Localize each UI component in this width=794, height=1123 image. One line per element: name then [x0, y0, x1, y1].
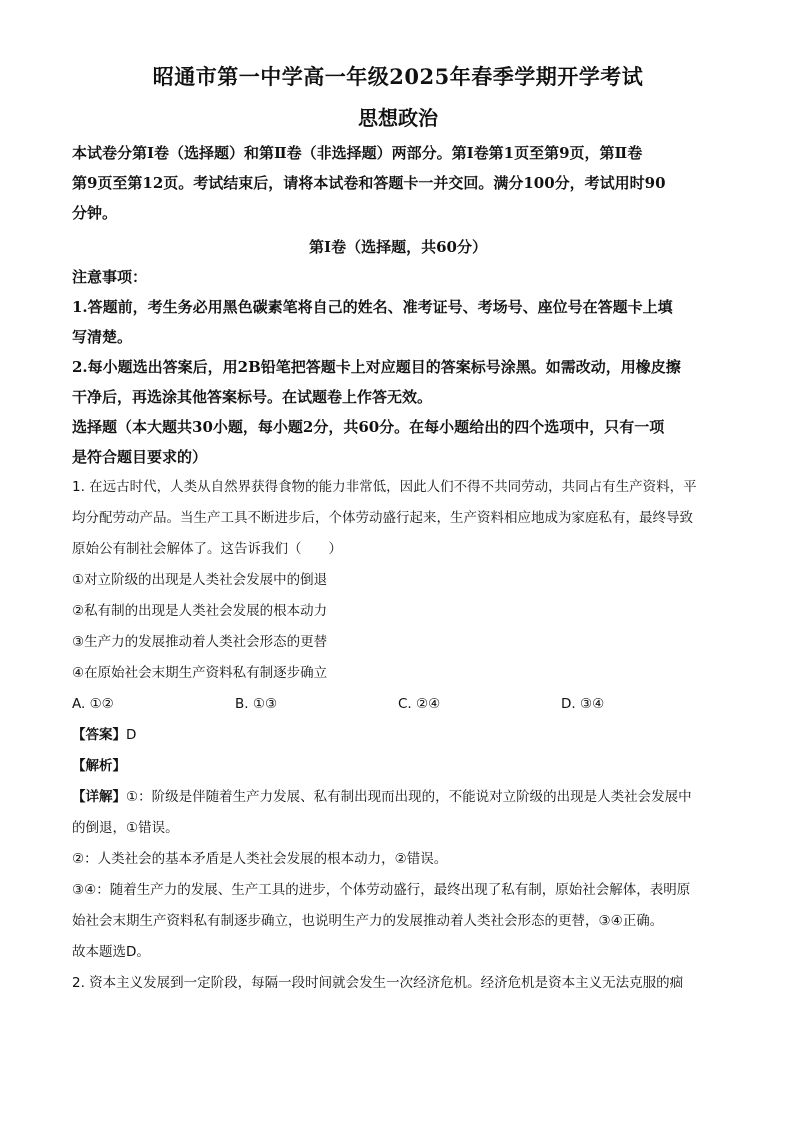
notes-heading: 注意事项： — [72, 268, 148, 286]
exam-page — [72, 62, 724, 999]
answer-line — [72, 720, 724, 751]
notes-line: 2.每小题选出答案后，用2B铅笔把答题卡上对应题目的答案标号涂黑。如需改动，用橡皮擦 — [72, 358, 681, 376]
option-c: C. ②④ — [398, 696, 441, 712]
intro-line: 分钟。 — [72, 204, 118, 222]
intro-block — [72, 138, 724, 228]
options-row — [72, 689, 724, 720]
statement: ②私有制的出现是人类社会发展的根本动力 — [72, 603, 328, 619]
mc-intro-line: 选择题（本大题共30小题，每小题2分，共60分。在每小题给出的四个选项中，只有一项 — [72, 418, 665, 436]
detail-line: 的倒退，①错误。 — [72, 820, 179, 836]
statement: ③生产力的发展推动着人类社会形态的更替 — [72, 634, 328, 650]
option-b: B. ①③ — [235, 696, 278, 712]
intro-line: 本试卷分第Ⅰ卷（选择题）和第Ⅱ卷（非选择题）两部分。第Ⅰ卷第1页至第9页，第Ⅱ卷 — [72, 144, 643, 162]
detail-line: 故本题选D。 — [72, 944, 150, 960]
question-stem-line: 1. 在远古时代，人类从自然界获得食物的能力非常低，因此人们不得不共同劳动，共同占有生产资料，平 — [72, 479, 697, 495]
detail-line — [72, 782, 724, 813]
statement: ④在原始社会末期生产资料私有制逐步确立 — [72, 665, 328, 681]
detail-text: ①：阶级是伴随着生产力发展、私有制出现而出现的，不能说对立阶级的出现是人类社会发展中 — [126, 789, 692, 805]
mc-intro — [72, 412, 724, 472]
mc-intro-line: 是符合题目要求的） — [72, 448, 208, 466]
question-stem-line: 2. 资本主义发展到一定阶段，每隔一段时间就会发生一次经济危机。经济危机是资本主义无法克服的痼 — [72, 975, 684, 991]
detail-label: 【详解】 — [72, 789, 126, 805]
notes-line: 干净后，再选涂其他答案标号。在试题卷上作答无效。 — [72, 388, 433, 406]
detail-line: 始社会末期生产资料私有制逐步确立，也说明生产力的发展推动着人类社会形态的更替，③④正确。 — [72, 913, 664, 929]
detail-line: ③④：随着生产力的发展、生产工具的进步，个体劳动盛行，最终出现了私有制，原始社会解体，表明原 — [72, 882, 691, 898]
analysis-line — [72, 751, 724, 782]
question-stem-line: 均分配劳动产品。当生产工具不断进步后，个体劳动盛行起来，生产资料相应地成为家庭私有，最终导致 — [72, 510, 693, 526]
statement: ①对立阶级的出现是人类社会发展中的倒退 — [72, 572, 328, 588]
notes-block — [72, 262, 724, 412]
intro-line: 第9页至第12页。考试结束后，请将本试卷和答题卡一并交回。满分100分，考试用时90 — [72, 174, 666, 192]
exam-title: 昭通市第一中学高一年级2025年春季学期开学考试 — [152, 64, 644, 89]
answer-value: D — [126, 727, 137, 743]
question-2 — [72, 968, 724, 999]
question-1 — [72, 472, 724, 968]
option-d: D. ③④ — [561, 696, 605, 712]
answer-label: 【答案】 — [72, 727, 126, 743]
option-a: A. ①② — [72, 696, 114, 712]
notes-line: 写清楚。 — [72, 328, 133, 346]
subject-title: 思想政治 — [358, 106, 438, 130]
detail-line: ②：人类社会的基本矛盾是人类社会发展的根本动力，②错误。 — [72, 851, 448, 867]
section-title: 第Ⅰ卷（选择题，共60分） — [309, 238, 487, 256]
notes-line: 1.答题前，考生务必用黑色碳素笔将自己的姓名、准考证号、考场号、座位号在答题卡上填 — [72, 298, 673, 316]
analysis-label: 【解析】 — [72, 758, 126, 774]
question-stem-line: 原始公有制社会解体了。这告诉我们（ ） — [72, 541, 342, 557]
